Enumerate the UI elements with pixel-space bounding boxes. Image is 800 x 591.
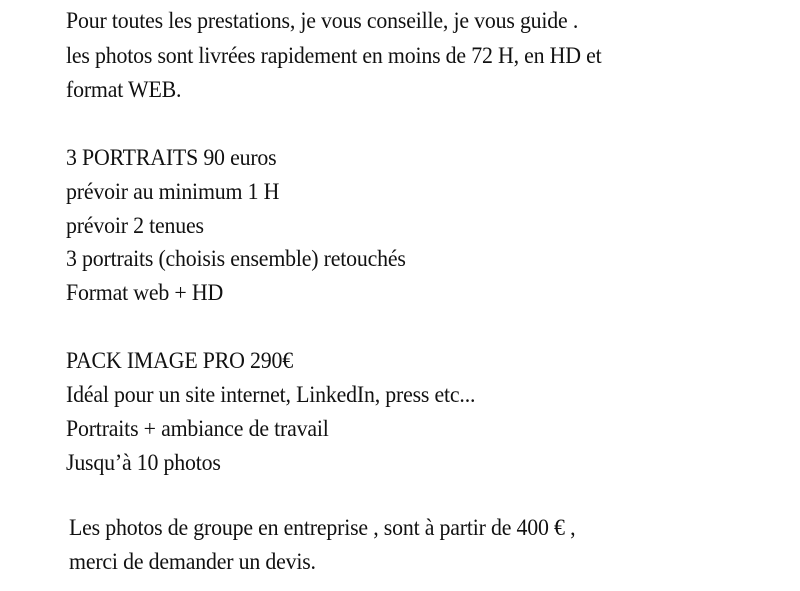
group-line-2: merci de demander un devis.	[69, 549, 316, 575]
pack-pro-line-1: Idéal pour un site internet, LinkedIn, press etc...	[66, 382, 476, 408]
intro-line-2: les photos sont livrées rapidement en moins de 72 H, en HD et	[66, 43, 602, 69]
portraits-title: 3 PORTRAITS 90 euros	[66, 145, 277, 171]
portraits-line-2: prévoir 2 tenues	[66, 213, 204, 239]
pack-pro-title: PACK IMAGE PRO 290€	[66, 348, 294, 374]
portraits-line-3: 3 portraits (choisis ensemble) retouchés	[66, 246, 406, 272]
portraits-line-1: prévoir au minimum 1 H	[66, 179, 280, 205]
pack-pro-line-3: Jusqu’à 10 photos	[66, 450, 221, 476]
intro-line-3: format WEB.	[66, 77, 182, 103]
pack-pro-line-2: Portraits + ambiance de travail	[66, 416, 329, 442]
group-line-1: Les photos de groupe en entreprise , sont à partir de 400 € ,	[69, 515, 576, 541]
portraits-line-4: Format web + HD	[66, 280, 224, 306]
intro-line-1: Pour toutes les prestations, je vous conseille, je vous guide .	[66, 8, 579, 34]
